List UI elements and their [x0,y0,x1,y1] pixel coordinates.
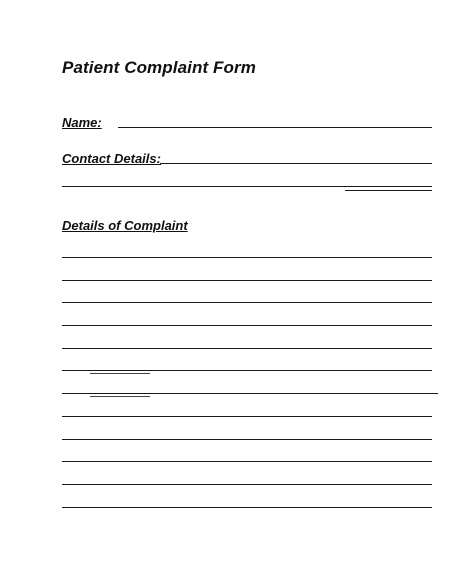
complaint-line[interactable] [62,507,432,508]
complaint-line[interactable] [62,325,432,326]
contact-details-field-line-2[interactable] [62,186,432,187]
complaint-line[interactable] [62,257,432,258]
complaint-line[interactable] [62,461,432,462]
complaint-line[interactable] [62,302,432,303]
name-label: Name: [62,115,102,130]
complaint-line[interactable] [62,280,432,281]
details-of-complaint-label: Details of Complaint [62,218,188,233]
complaint-line[interactable] [62,370,432,371]
name-field-line[interactable] [118,127,432,128]
contact-details-field-line-2b [345,190,432,191]
contact-details-label: Contact Details: [62,151,161,166]
complaint-line[interactable] [62,484,432,485]
complaint-line[interactable] [62,393,438,394]
contact-details-field-line[interactable] [160,163,432,164]
complaint-line[interactable] [62,348,432,349]
complaint-line[interactable] [62,416,432,417]
form-title: Patient Complaint Form [62,58,256,77]
complaint-line-fragment [90,373,150,374]
complaint-line-fragment [90,396,150,397]
complaint-line[interactable] [62,439,432,440]
